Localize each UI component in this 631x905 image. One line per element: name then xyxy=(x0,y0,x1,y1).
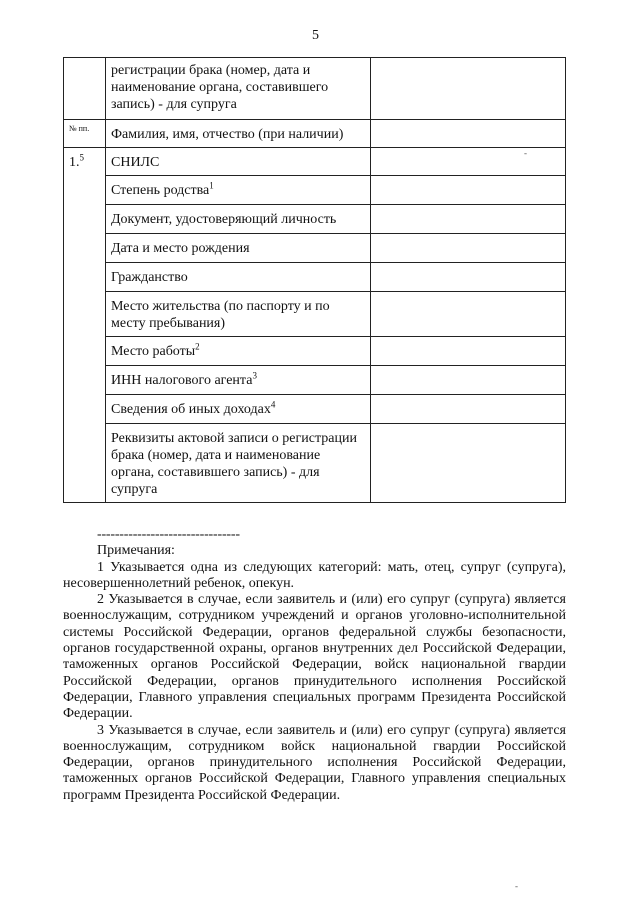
field-label-tax-agent-inn: ИНН налогового агента$^3$ xyxy=(106,366,371,395)
page-number: 5 xyxy=(312,28,319,43)
table-row xyxy=(64,263,566,292)
field-label-marriage-record: Реквизиты актовой записи о регистрации брака (номер, дата и наименование органа, составившего запись) - для супруга xyxy=(106,424,371,503)
table-row xyxy=(64,205,566,234)
field-value-other-income[interactable] xyxy=(371,395,566,424)
footnote-1: 1 Указывается одна из следующих категорий: мать, отец, супруг (супруга), несовершеннолетний ребенок, опекун. xyxy=(63,559,566,591)
field-label-citizenship: Гражданство xyxy=(106,263,371,292)
field-value-marriage-record[interactable] xyxy=(371,424,566,503)
column-header-number: № пп. xyxy=(64,120,106,148)
field-label: регистрации брака (номер, дата и наименование органа, составившего запись) - для супруга xyxy=(106,58,371,120)
field-value[interactable] xyxy=(371,120,566,148)
column-header-name: Фамилия, имя, отчество (при наличии) xyxy=(106,120,371,148)
table-row xyxy=(64,234,566,263)
field-value-snils[interactable] xyxy=(371,148,566,176)
footnotes xyxy=(63,527,566,804)
personal-data-table xyxy=(63,57,566,503)
field-value-workplace[interactable] xyxy=(371,337,566,366)
table-row xyxy=(64,292,566,337)
footnote-2: 2 Указывается в случае, если заявитель и (или) его супруг (супруга) является военнослужащим, сотрудником учреждений и органов уголовно-исполнительной системы Российской Федерации, органов федеральной службы безопасности, органов государственной охраны, органов внутренних дел Российской Федерации, таможенных органов Российской Федерации, войск национальной гвардии Российской Федерации, органов принудительного исполнения Российской Федерации, Главного управления специальных программ Президента Российской Федерации. xyxy=(63,592,566,722)
field-value-identity-document[interactable] xyxy=(371,205,566,234)
table-row xyxy=(64,424,566,503)
field-label-kinship: Степень родства$^1$ xyxy=(106,176,371,205)
field-value-residence[interactable] xyxy=(371,292,566,337)
scan-mark: - xyxy=(524,148,527,158)
field-label-birth: Дата и место рождения xyxy=(106,234,371,263)
field-label-workplace: Место работы$^2$ xyxy=(106,337,371,366)
field-label-other-income: Сведения об иных доходах$^4$ xyxy=(106,395,371,424)
table-row xyxy=(64,176,566,205)
field-value-tax-agent-inn[interactable] xyxy=(371,366,566,395)
section-number-text: 1. xyxy=(69,155,80,170)
field-label-snils: СНИЛС xyxy=(106,148,371,176)
section-number-footnote: 5 xyxy=(79,152,84,163)
field-value-kinship[interactable] xyxy=(371,176,566,205)
field-value-citizenship[interactable] xyxy=(371,263,566,292)
table-row xyxy=(64,58,566,120)
footnote-3: 3 Указывается в случае, если заявитель и (или) его супруг (супруга) является военнослужащим, сотрудником войск национальной гвардии Российской Федерации, органов принудительного исполнения Российской Федерации, таможенных органов Российской Федерации, Главного управления специальных программ Президента Российской Федерации. xyxy=(63,722,566,803)
scan-mark: - xyxy=(515,881,518,891)
table-row xyxy=(64,148,566,176)
table-row xyxy=(64,395,566,424)
field-value-birth[interactable] xyxy=(371,234,566,263)
footnotes-title: Примечания: xyxy=(97,543,175,559)
table-row xyxy=(64,337,566,366)
table-header-row xyxy=(64,120,566,148)
field-value[interactable] xyxy=(371,58,566,120)
field-label-identity-document: Документ, удостоверяющий личность xyxy=(106,205,371,234)
footnote-separator: -------------------------------- xyxy=(97,527,240,542)
table-row xyxy=(64,366,566,395)
table-cell-number xyxy=(64,58,106,120)
section-number xyxy=(64,148,106,503)
field-label-residence: Место жительства (по паспорту и по месту пребывания) xyxy=(106,292,371,337)
